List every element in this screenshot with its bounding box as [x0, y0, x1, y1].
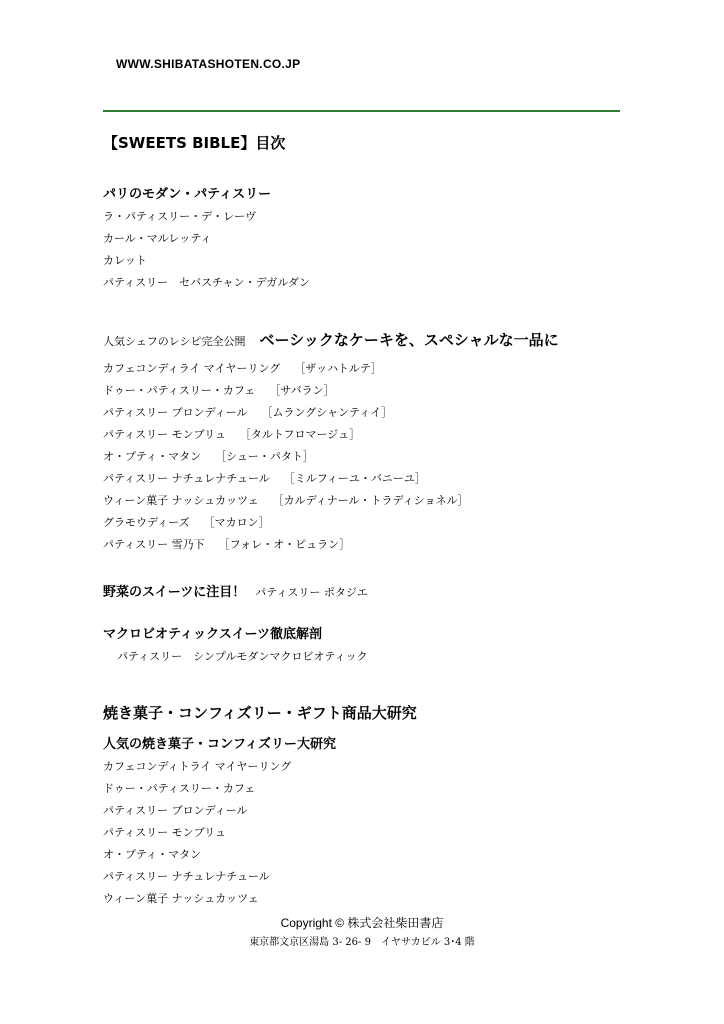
- shop-name: パティスリー 雪乃下: [103, 538, 205, 551]
- list-item: パティスリー シンプルモダンマクロビオティック: [117, 650, 368, 663]
- list-item: カフェコンディトライ マイヤーリング: [103, 760, 292, 773]
- copyright: Copyright © 株式会社柴田書店: [280, 916, 444, 930]
- list-item: パティスリー モンブリュ: [103, 826, 226, 839]
- list-item: [103, 512, 559, 534]
- section-heading-lead: 人気シェフのレシピ完全公開: [103, 335, 246, 348]
- section-heading: [103, 328, 559, 352]
- section-heading-main: 野菜のスイーツに注目！: [103, 585, 246, 600]
- shop-name: パティスリー ナチュレナチュール: [103, 472, 270, 485]
- section-paris-patisserie: [103, 184, 310, 294]
- list-item: カール・マルレッティ: [103, 232, 212, 245]
- document-title: 【SWEETS BIBLE】目次: [103, 134, 286, 152]
- cake-name: ［マカロン］: [203, 516, 270, 529]
- list-item: [103, 468, 559, 490]
- section-heading: マクロビオティックスイーツ徹底解剖: [103, 627, 323, 642]
- list-item: [103, 380, 559, 402]
- list-item: ラ・パティスリー・デ・レーヴ: [103, 210, 257, 223]
- list-item: パティスリー ブロンディール: [103, 804, 248, 817]
- shop-name: パティスリー モンブリュ: [103, 428, 226, 441]
- shop-name: カフェコンディライ マイヤーリング: [103, 362, 281, 375]
- shop-name: ドゥー・パティスリー・カフェ: [103, 384, 256, 397]
- cake-name: ［ザッハトルテ］: [294, 362, 382, 375]
- list-item: [103, 402, 559, 424]
- list-item: [103, 424, 559, 446]
- list-item: ドゥー・パティスリー・カフェ: [103, 782, 256, 795]
- site-url: WWW.SHIBATASHOTEN.CO.JP: [116, 57, 301, 71]
- section-heading: [103, 580, 368, 602]
- list-item: [103, 490, 559, 512]
- section-subheading: 人気の焼き菓子・コンフィズリー大研究: [103, 737, 336, 752]
- cake-name: ［サバラン］: [269, 384, 335, 397]
- section-heading: パリのモダン・パティスリー: [103, 187, 272, 202]
- cake-name: ［タルトフロマージュ］: [239, 428, 361, 441]
- shop-name: ウィーン菓子 ナッシュカッツェ: [103, 494, 259, 507]
- cake-name: ［ミルフィーユ・バニーユ］: [283, 472, 426, 485]
- list-item: [103, 446, 559, 468]
- section-baked-goods: [103, 700, 417, 910]
- list-item: パティスリー セバスチャン・デガルダン: [103, 276, 311, 289]
- list-item: ウィーン菓子 ナッシュカッツェ: [103, 892, 259, 905]
- cake-name: ［フォレ・オ・ピュラン］: [218, 538, 351, 551]
- list-item: パティスリー ナチュレナチュール: [103, 870, 270, 883]
- shop-name: パティスリー ブロンディール: [103, 406, 248, 419]
- list-item: [103, 358, 559, 380]
- cake-name: ［カルディナール・トラディショネル］: [272, 494, 469, 507]
- section-heading: 焼き菓子・コンフィズリー・ギフト商品大研究: [103, 704, 417, 722]
- address: 東京都文京区湯島 3- 26- 9 イヤサカビル 3･4 階: [249, 937, 475, 948]
- list-item: カレット: [103, 254, 147, 267]
- header-divider: [103, 110, 620, 112]
- section-vegetable-sweets: [103, 580, 368, 602]
- shop-name: オ・プティ・マタン: [103, 450, 202, 463]
- shop-name: グラモウディーズ: [103, 516, 190, 529]
- list-item: [103, 534, 559, 556]
- section-basic-cakes: [103, 328, 559, 556]
- section-macrobiotic: [103, 624, 368, 668]
- list-item: オ・プティ・マタン: [103, 848, 202, 861]
- cake-name: ［シュー・パタト］: [215, 450, 314, 463]
- section-heading-main: ベーシックなケーキを、スペシャルな一品に: [259, 331, 559, 349]
- shop-name: パティスリー ポタジエ: [255, 586, 368, 599]
- cake-name: ［ムラングシャンティイ］: [261, 406, 393, 419]
